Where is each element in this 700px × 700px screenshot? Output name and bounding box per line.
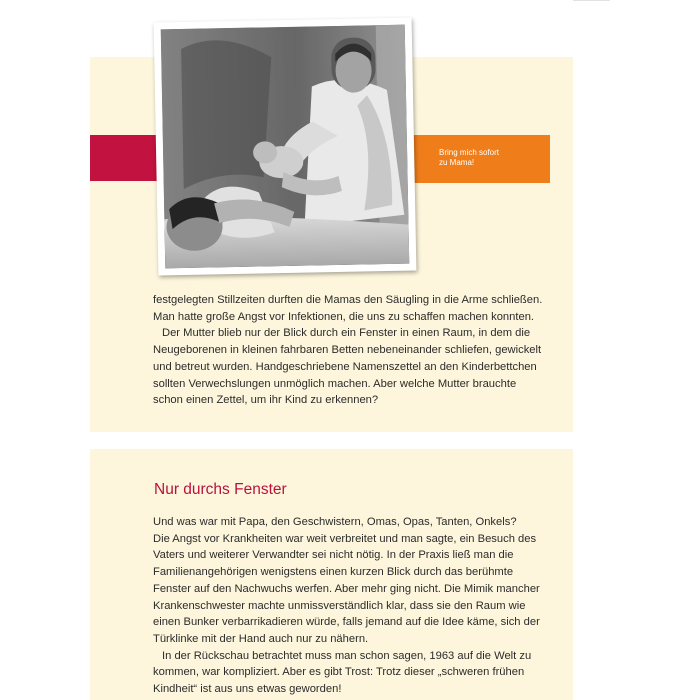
text-line: Kindheit“ ist aus uns etwas geworden! [153, 683, 342, 696]
text-line: Und was war mit Papa, den Geschwistern, Omas, Opas, Tanten, Onkels? [153, 516, 517, 528]
section-heading: Nur durchs Fenster [154, 481, 287, 498]
text-line: In der Rückschau betrachtet muss man schon sagen, 1963 auf die Welt zu [162, 649, 532, 662]
article-text-lower [153, 514, 573, 698]
text-line: festgelegten Stillzeiten durften die Mamas den Säugling in die Arme schließen. [153, 294, 543, 306]
text-line: Vaters und weiterer Verwandter sei nicht nötig. In der Praxis ließ man die [153, 549, 514, 562]
text-line: Familienangehörigen wenigstens einen kurzen Blick durch das berühmte [153, 566, 514, 579]
article-text-upper [153, 292, 573, 409]
caption-line-1: Bring mich sofort [439, 148, 500, 157]
text-line: sollten Verwechslungen unmöglich machen. Aber welche Mutter brauchte [153, 377, 517, 390]
text-line: und betreut wurden. Handgeschriebene Namenszettel an den Kinderbettchen [153, 360, 537, 373]
photo-illustration [161, 25, 410, 269]
text-line: Türklinke mit der Hand auch nur zu nähern. [153, 632, 369, 645]
text-line: einen Bunker verbarrikadieren würde, falls jemand auf die Idee käme, sich der [153, 616, 540, 629]
text-line: Fenster auf den Nachwuchs werfen. Aber mehr ging nicht. Die Mimik mancher [153, 582, 540, 595]
text-line: Der Mutter blieb nur der Blick durch ein Fenster in einen Raum, in dem die [162, 327, 531, 340]
text-line: schon einen Zettel, um ihr Kind zu erkennen? [153, 394, 379, 407]
photo-frame [154, 18, 417, 276]
caption-line-2: zu Mama! [439, 158, 475, 167]
text-line: kommen, war kompliziert. Aber es gibt Trost: Trotz dieser „schweren frühen [153, 666, 525, 679]
text-line: Krankenschwester machte unmissverständlich klar, dass sie den Raum wie [153, 599, 526, 612]
text-line: Die Angst vor Krankheiten war weit verbreitet und man sagte, ein Besuch des [153, 532, 537, 545]
photo-caption-box [413, 135, 550, 183]
text-line: Man hatte große Angst vor Infektionen, die uns zu schaffen machen konnten. [153, 310, 535, 323]
vintage-photo [161, 25, 410, 269]
red-accent-bar [90, 135, 160, 181]
text-line: Neugeborenen in kleinen fahrbaren Betten nebeneinander schliefen, gewickelt [153, 344, 542, 357]
